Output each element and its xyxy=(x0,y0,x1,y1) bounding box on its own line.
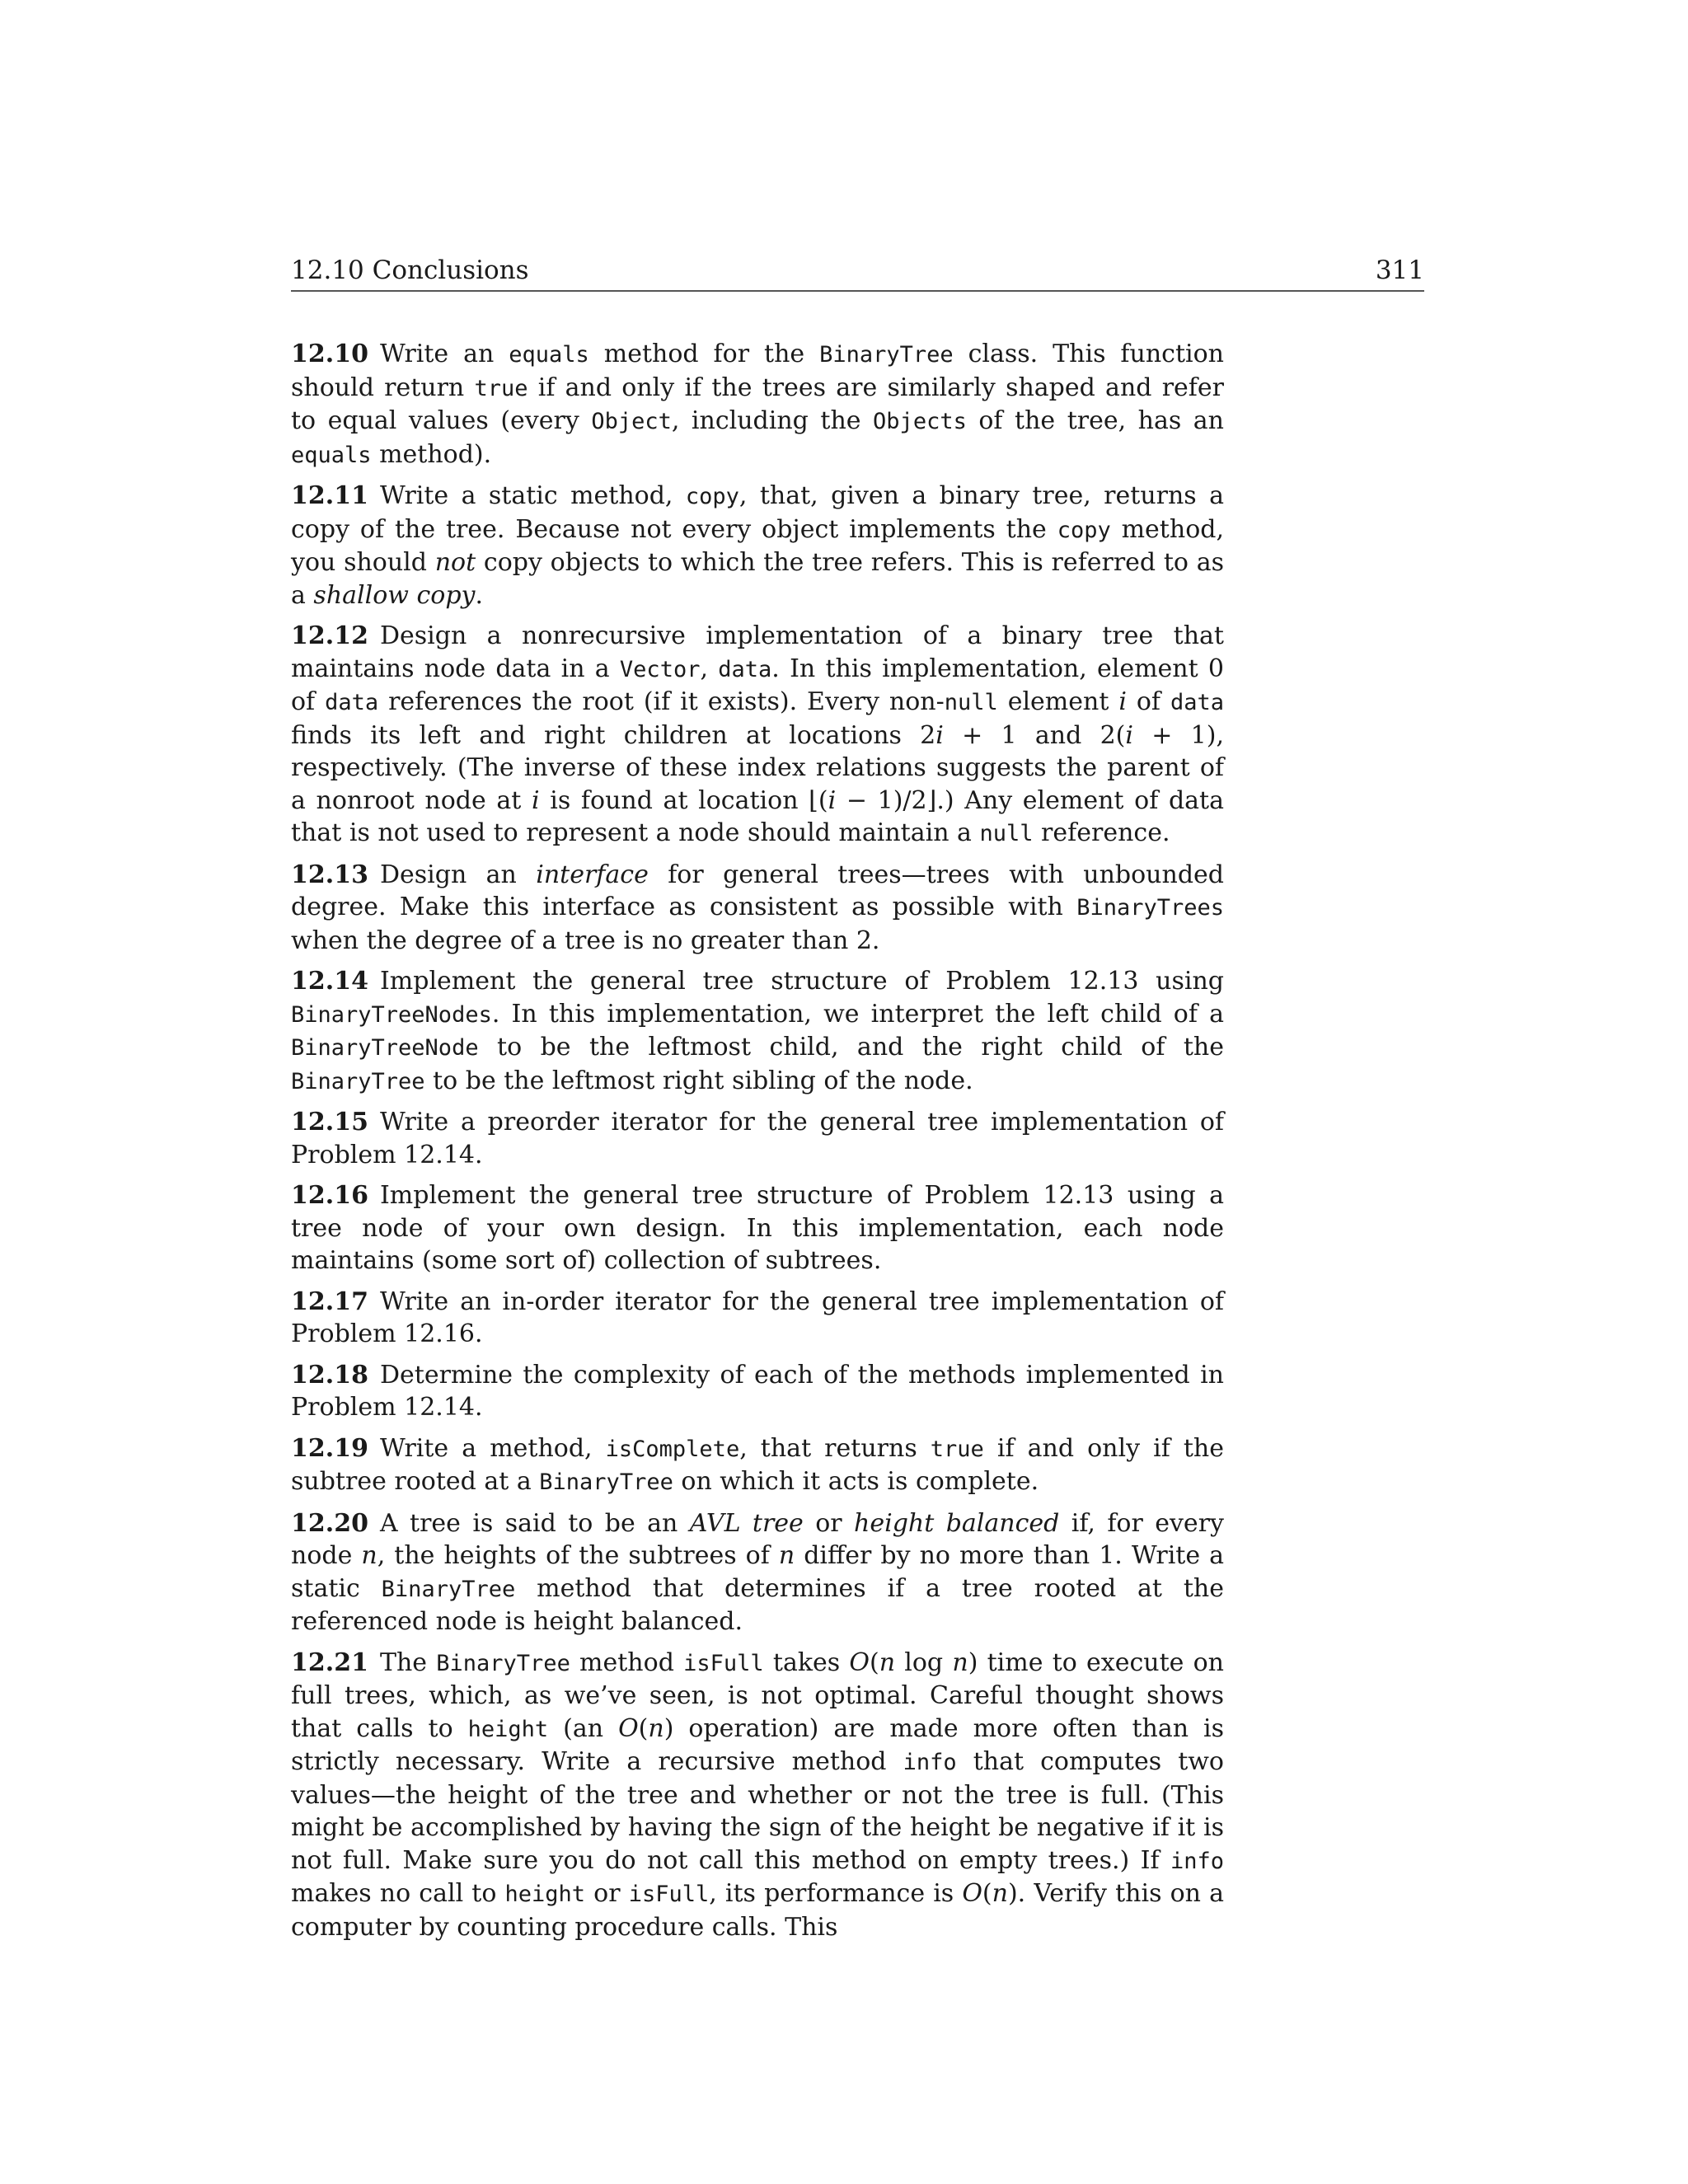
body-text: reference. xyxy=(1033,818,1170,847)
problem-number: 12.12 xyxy=(291,621,368,650)
body-text: finds its left and right children at locations 2 xyxy=(291,720,936,750)
italic-text: n xyxy=(992,1879,1008,1908)
problem-number: 12.14 xyxy=(291,967,368,996)
problem-number: 12.19 xyxy=(291,1433,368,1463)
body-text: if and only if the trees are similarly shaped and refer to equal values (every xyxy=(291,373,1224,435)
code-text: isFull xyxy=(628,1882,710,1907)
body-text: method). xyxy=(371,439,492,469)
body-text: copy objects to which the tree refers. This is referred to as a xyxy=(291,548,1225,610)
body-text: . xyxy=(475,580,484,610)
problem-12-12 xyxy=(291,620,1224,851)
body-text: element xyxy=(997,687,1119,716)
body-text: Write a method, xyxy=(379,1433,606,1463)
body-text: makes no call to xyxy=(291,1879,505,1908)
code-text: true xyxy=(930,1436,984,1462)
body-text: for general trees—trees with unbounded degree. Make this interface as consistent as possible with xyxy=(291,860,1224,921)
code-text: BinaryTree xyxy=(819,342,954,368)
body-text: method, you should xyxy=(291,514,1224,577)
code-text: equals xyxy=(291,442,372,468)
problem-number: 12.16 xyxy=(291,1181,368,1210)
section-title: 12.10 Conclusions xyxy=(291,255,529,285)
body-text: Write a static method, xyxy=(379,481,686,510)
body-text: method for the xyxy=(588,340,820,368)
code-text: info xyxy=(903,1750,957,1775)
code-text: info xyxy=(1170,1848,1224,1874)
body-text: Design a nonrecursive implementation of a binary tree that maintains node data in a xyxy=(291,621,1224,683)
italic-text: interface xyxy=(536,860,649,889)
code-text: copy xyxy=(1057,517,1111,543)
code-text: data xyxy=(325,690,379,715)
body-text: class. This function should return xyxy=(291,340,1225,402)
body-text: takes xyxy=(763,1647,850,1677)
italic-text: i xyxy=(1118,687,1127,716)
body-text: , its performance is xyxy=(709,1879,963,1908)
body-text: , that, given a binary tree, returns a copy of the tree. Because not every object implements the xyxy=(291,481,1224,544)
problem-12-20 xyxy=(291,1507,1224,1638)
italic-text: AVL tree xyxy=(689,1508,804,1538)
body-text: of xyxy=(1126,687,1170,716)
code-text: true xyxy=(474,375,528,401)
body-text: Write an xyxy=(379,340,509,368)
body-text: , the heights of the subtrees of xyxy=(377,1541,779,1570)
code-text: null xyxy=(944,690,998,715)
code-text: data xyxy=(1170,690,1225,715)
body-text: or xyxy=(585,1879,629,1908)
problem-number: 12.15 xyxy=(291,1108,368,1137)
italic-text: O xyxy=(849,1647,870,1677)
body-text: + 1), respectively. (The inverse of these index relations suggests the parent of a nonroot node at xyxy=(291,720,1224,815)
italic-text: i xyxy=(828,785,837,815)
body-text: if, for every node xyxy=(291,1508,1224,1570)
body-text: references the root (if it exists). Every non- xyxy=(378,687,945,716)
code-text: BinaryTrees xyxy=(1076,895,1224,921)
code-text: isComplete xyxy=(605,1436,740,1462)
code-text: Object xyxy=(591,409,672,434)
problem-list xyxy=(291,338,1224,1952)
body-text: , xyxy=(700,654,719,683)
body-text: to be the leftmost right sibling of the node. xyxy=(424,1066,973,1095)
code-text: BinaryTree xyxy=(381,1576,516,1602)
body-text: . In this implementation, we interpret the left child of a xyxy=(491,999,1224,1029)
body-text: A tree is said to be an xyxy=(379,1508,690,1538)
body-text: , including the xyxy=(671,406,874,435)
italic-text: i xyxy=(532,785,540,815)
body-text: ( xyxy=(638,1713,649,1743)
code-text: Objects xyxy=(873,409,967,434)
body-text: differ by no more than 1. Write a static xyxy=(291,1541,1224,1603)
problem-12-17 xyxy=(291,1286,1224,1351)
body-text: ( xyxy=(870,1647,879,1677)
code-text: isFull xyxy=(683,1650,764,1676)
body-text: The xyxy=(379,1647,437,1677)
body-text: + 1 and 2( xyxy=(943,720,1126,750)
italic-text: n xyxy=(361,1541,377,1570)
problem-12-11 xyxy=(291,480,1224,612)
problem-12-10 xyxy=(291,338,1224,471)
body-text: or xyxy=(803,1508,855,1538)
code-text: BinaryTreeNodes xyxy=(291,1001,492,1028)
code-text: height xyxy=(467,1716,549,1742)
body-text: if and only if the subtree rooted at a xyxy=(291,1433,1224,1496)
body-text: method that determines if a tree rooted at the referenced node is height balanced. xyxy=(291,1573,1224,1636)
body-text: Determine the complexity of each of the methods implemented in Problem 12.14. xyxy=(291,1360,1224,1422)
code-text: Vector xyxy=(619,656,701,682)
problem-12-18 xyxy=(291,1359,1224,1424)
problem-12-15 xyxy=(291,1106,1224,1171)
code-text: BinaryTreeNode xyxy=(291,1035,479,1061)
italic-text: O xyxy=(962,1879,982,1908)
running-header xyxy=(291,254,1424,292)
body-text: ). Verify this on a computer by counting procedure calls. This xyxy=(291,1879,1224,1942)
problem-number: 12.17 xyxy=(291,1286,368,1316)
problem-number: 12.21 xyxy=(291,1647,368,1677)
body-text: of the tree, has an xyxy=(966,406,1224,435)
code-text: BinaryTree xyxy=(539,1469,673,1495)
body-text: ( xyxy=(982,1879,992,1908)
italic-text: shallow copy xyxy=(313,580,476,610)
problem-12-19 xyxy=(291,1432,1224,1499)
code-text: BinaryTree xyxy=(436,1650,570,1676)
body-text: . In this implementation, element 0 of xyxy=(291,654,1225,716)
italic-text: i xyxy=(935,720,944,750)
problem-number: 12.10 xyxy=(291,340,368,368)
italic-text: n xyxy=(879,1647,896,1677)
body-text: on which it acts is complete. xyxy=(673,1467,1039,1496)
code-text: null xyxy=(979,821,1034,846)
code-text: copy xyxy=(685,484,739,509)
italic-text: n xyxy=(778,1541,795,1570)
problem-number: 12.18 xyxy=(291,1360,368,1390)
body-text: to be the leftmost child, and the right child of the xyxy=(478,1033,1224,1062)
body-text: log xyxy=(895,1647,953,1677)
problem-number: 12.20 xyxy=(291,1508,368,1538)
body-text: that computes two values—the height of the tree and whether or not the tree is full. (This might be accomplished by having the sign of the height be negative if it is not full. Make sure you do not call this method on empty trees.) If xyxy=(291,1747,1224,1875)
body-text: method xyxy=(570,1647,684,1677)
italic-text: n xyxy=(952,1647,968,1677)
problem-12-21 xyxy=(291,1647,1224,1944)
code-text: height xyxy=(504,1882,586,1907)
code-text: BinaryTree xyxy=(291,1068,425,1094)
page-number: 311 xyxy=(1375,255,1424,285)
body-text: , that returns xyxy=(739,1433,931,1463)
code-text: equals xyxy=(509,342,589,368)
body-text: Write a preorder iterator for the general tree implementation of Problem 12.14. xyxy=(291,1108,1224,1169)
code-text: data xyxy=(718,656,772,682)
problem-number: 12.13 xyxy=(291,860,368,889)
problem-12-13 xyxy=(291,859,1224,958)
body-text: Implement the general tree structure of Problem 12.13 using a tree node of your own design. In this implementation, each node maintains (some sort of) collection of subtrees. xyxy=(291,1181,1224,1275)
italic-text: height balanced xyxy=(854,1508,1060,1538)
italic-text: O xyxy=(618,1713,639,1743)
body-text: ) operation) are made more often than is strictly necessary. Write a recursive method xyxy=(291,1713,1224,1776)
italic-text: not xyxy=(434,548,476,577)
italic-text: i xyxy=(1125,720,1133,750)
body-text: is found at location ⌊( xyxy=(539,785,828,815)
problem-number: 12.11 xyxy=(291,481,368,510)
body-text: when the degree of a tree is no greater than 2. xyxy=(291,926,880,955)
italic-text: n xyxy=(648,1713,664,1743)
problem-12-14 xyxy=(291,965,1224,1098)
body-text: Write an in-order iterator for the general tree implementation of Problem 12.16. xyxy=(291,1286,1224,1348)
body-text: − 1)/2⌋.) Any element of data that is not used to represent a node should maintain a xyxy=(291,785,1224,847)
body-text: Design an xyxy=(379,860,537,889)
body-text: (an xyxy=(548,1713,619,1743)
body-text: ) time to execute on full trees, which, as we’ve seen, is not optimal. Careful thought shows that calls to xyxy=(291,1647,1224,1743)
body-text: Implement the general tree structure of Problem 12.13 using xyxy=(379,967,1224,996)
problem-12-16 xyxy=(291,1179,1224,1277)
